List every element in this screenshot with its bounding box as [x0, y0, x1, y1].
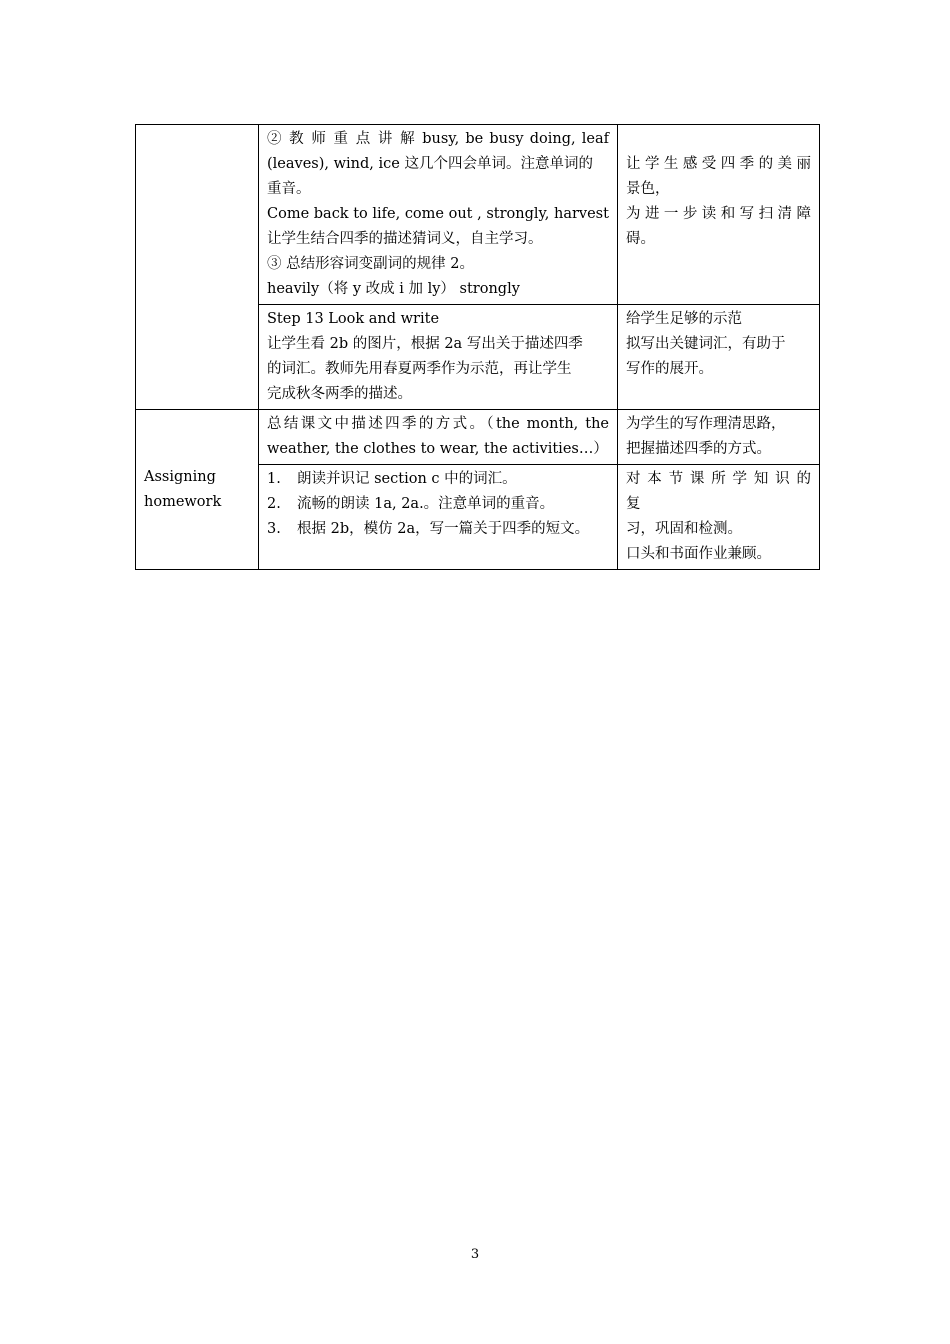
- purpose-line: 习，巩固和检测。: [626, 521, 742, 537]
- activity-cell: [259, 410, 618, 465]
- purpose-line: 对 本 节 课 所 学 知 识 的 复: [626, 471, 811, 512]
- activity-line: ② 教 师 重 点 讲 解 busy, be busy doing, leaf: [267, 131, 609, 147]
- homework-item: [267, 517, 609, 542]
- activity-line: heavily（将 y 改成 i 加 ly） strongly: [267, 281, 520, 297]
- homework-item-text: 流畅的朗读 1a, 2a.。注意单词的重音。: [297, 496, 555, 512]
- activity-cell: [259, 305, 618, 410]
- table-row: [136, 125, 820, 305]
- homework-item-number: 1.: [267, 471, 281, 487]
- activity-cell: [259, 125, 618, 305]
- purpose-cell: [618, 125, 820, 305]
- homework-item-text: 根据 2b，模仿 2a，写一篇关于四季的短文。: [297, 521, 590, 537]
- homework-item-number: 2.: [267, 496, 281, 512]
- homework-item-text: 朗读并识记 section c 中的词汇。: [297, 471, 517, 487]
- table-row: [136, 410, 820, 465]
- purpose-line: 景色，: [626, 181, 670, 197]
- purpose-line: 写作的展开。: [626, 361, 713, 377]
- purpose-cell: [618, 465, 820, 570]
- purpose-line: 为进一步读和写扫清障: [626, 206, 811, 222]
- activity-line: weather, the clothes to wear, the activities…）: [267, 441, 608, 457]
- activity-line: Step 13 Look and write: [267, 311, 440, 327]
- stage-cell-assigning-homework: [136, 410, 259, 570]
- purpose-line: 给学生足够的示范: [626, 311, 742, 327]
- activity-line: 让学生结合四季的描述猜词义，自主学习。: [267, 231, 543, 247]
- lesson-plan-table: [135, 124, 820, 570]
- activity-line: (leaves), wind, ice 这几个四会单词。注意单词的: [267, 156, 593, 172]
- activity-line: 让学生看 2b 的图片，根据 2a 写出关于描述四季: [267, 336, 583, 352]
- activity-line: ③ 总结形容词变副词的规律 2。: [267, 256, 474, 272]
- homework-item-number: 3.: [267, 521, 281, 537]
- spacer: [626, 127, 811, 152]
- purpose-line: 为学生的写作理清思路，: [626, 416, 786, 432]
- homework-item: [267, 492, 609, 517]
- purpose-line: 把握描述四季的方式。: [626, 441, 771, 457]
- purpose-line: 碍。: [626, 231, 655, 247]
- activity-line: 完成秋冬两季的描述。: [267, 386, 412, 402]
- stage-cell-empty: [136, 125, 259, 410]
- purpose-line: 口头和书面作业兼顾。: [626, 546, 771, 562]
- stage-label-line: Assigning: [144, 468, 216, 485]
- page-number: 3: [470, 1247, 480, 1262]
- homework-list-cell: [259, 465, 618, 570]
- purpose-line: 拟写出关键词汇，有助于: [626, 336, 786, 352]
- purpose-line: 让学生感受四季的美丽: [626, 156, 811, 172]
- activity-line: Come back to life, come out , strongly, harvest: [267, 206, 609, 222]
- homework-item: [267, 467, 609, 492]
- stage-label-line: homework: [144, 493, 222, 510]
- activity-line: 的词汇。教师先用春夏两季作为示范，再让学生: [267, 361, 572, 377]
- purpose-cell: [618, 410, 820, 465]
- activity-line: 重音。: [267, 181, 311, 197]
- purpose-cell: [618, 305, 820, 410]
- activity-line: 总结课文中描述四季的方式。（the month, the: [267, 416, 609, 432]
